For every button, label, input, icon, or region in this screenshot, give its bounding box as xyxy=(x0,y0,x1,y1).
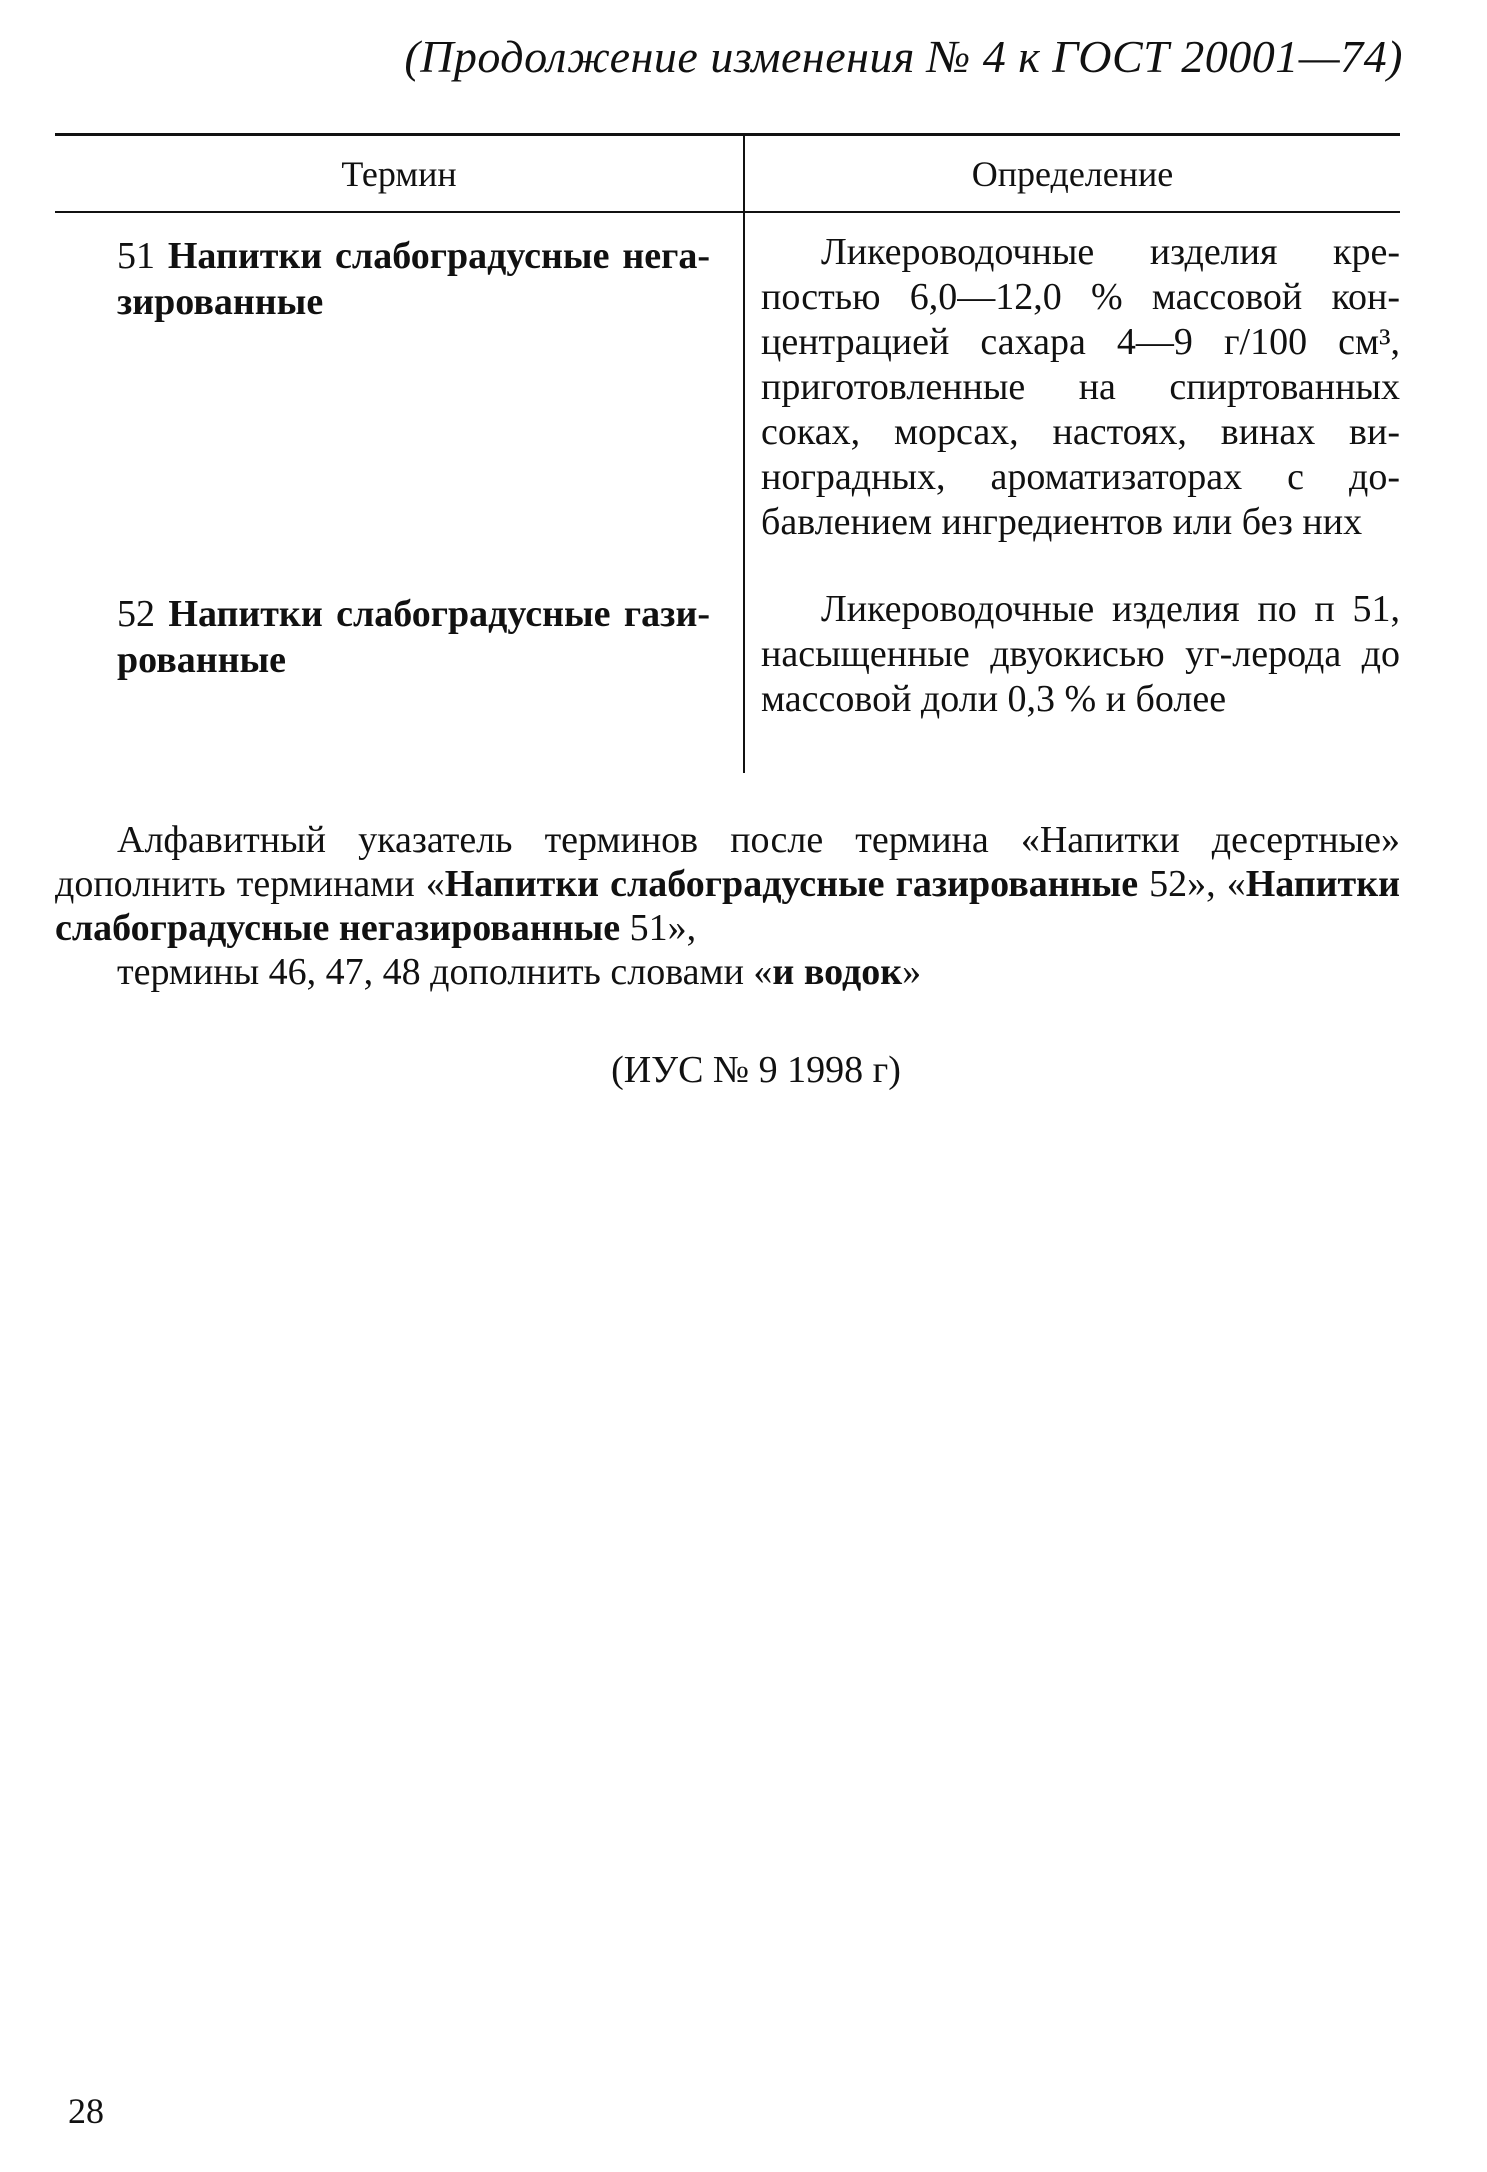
table-row-51-definition: Ликероводочные изделия кре-постью 6,0—12,0 % массовой кон-центрацией сахара 4—9 г/100 см³, приготовленные на спиртованных соках, морсах, настоях, винах ви-ноградных, ароматизаторах с до-бавлением ингредиентов или без них xyxy=(761,231,1400,543)
p2-text-end: » xyxy=(902,951,922,993)
term-name: Напитки слабоградусные гази-рованные xyxy=(117,593,710,681)
p1-text-end: 51», xyxy=(620,907,697,949)
table-column-divider xyxy=(743,133,745,773)
p2-text-start: термины 46, 47, 48 дополнить словами « xyxy=(117,951,773,993)
ius-reference: (ИУС № 9 1998 г) xyxy=(611,1049,901,1091)
page-number: 28 xyxy=(68,2091,104,2131)
continuation-header: (Продолжение изменения № 4 к ГОСТ 20001—74) xyxy=(404,31,1403,82)
table-header-rule xyxy=(55,211,1400,213)
term-number: 52 xyxy=(117,593,155,635)
table-row-52-term xyxy=(55,591,710,683)
index-amendment-paragraph xyxy=(55,818,1400,950)
p1-bold-term-52: Напитки слабоградусные газированные xyxy=(444,863,1139,905)
p2-bold-words: и водок xyxy=(772,951,903,993)
p1-text-mid: 52», « xyxy=(1138,863,1246,905)
column-header-definition: Определение xyxy=(971,154,1174,194)
term-entry xyxy=(55,591,710,683)
p1-text-start: Алфавитный указатель терминов после термина «Напитки десертные» дополнить терминами « xyxy=(55,819,1400,905)
p1-bold-term-51: Напитки слабоградусные негазированные xyxy=(55,863,1401,949)
column-header-term: Термин xyxy=(341,154,457,194)
term-name: Напитки слабоградусные нега-зированные xyxy=(117,235,710,323)
term-number: 51 xyxy=(117,235,155,277)
table-top-rule xyxy=(55,133,1400,136)
table-row-52-definition: Ликероводочные изделия по п 51, насыщенные двуокисью уг-лерода до массовой доли 0,3 % и более xyxy=(761,588,1400,720)
term-entry xyxy=(55,233,710,325)
terms-amendment-paragraph xyxy=(55,950,1400,994)
table-row-51-term xyxy=(55,233,710,325)
